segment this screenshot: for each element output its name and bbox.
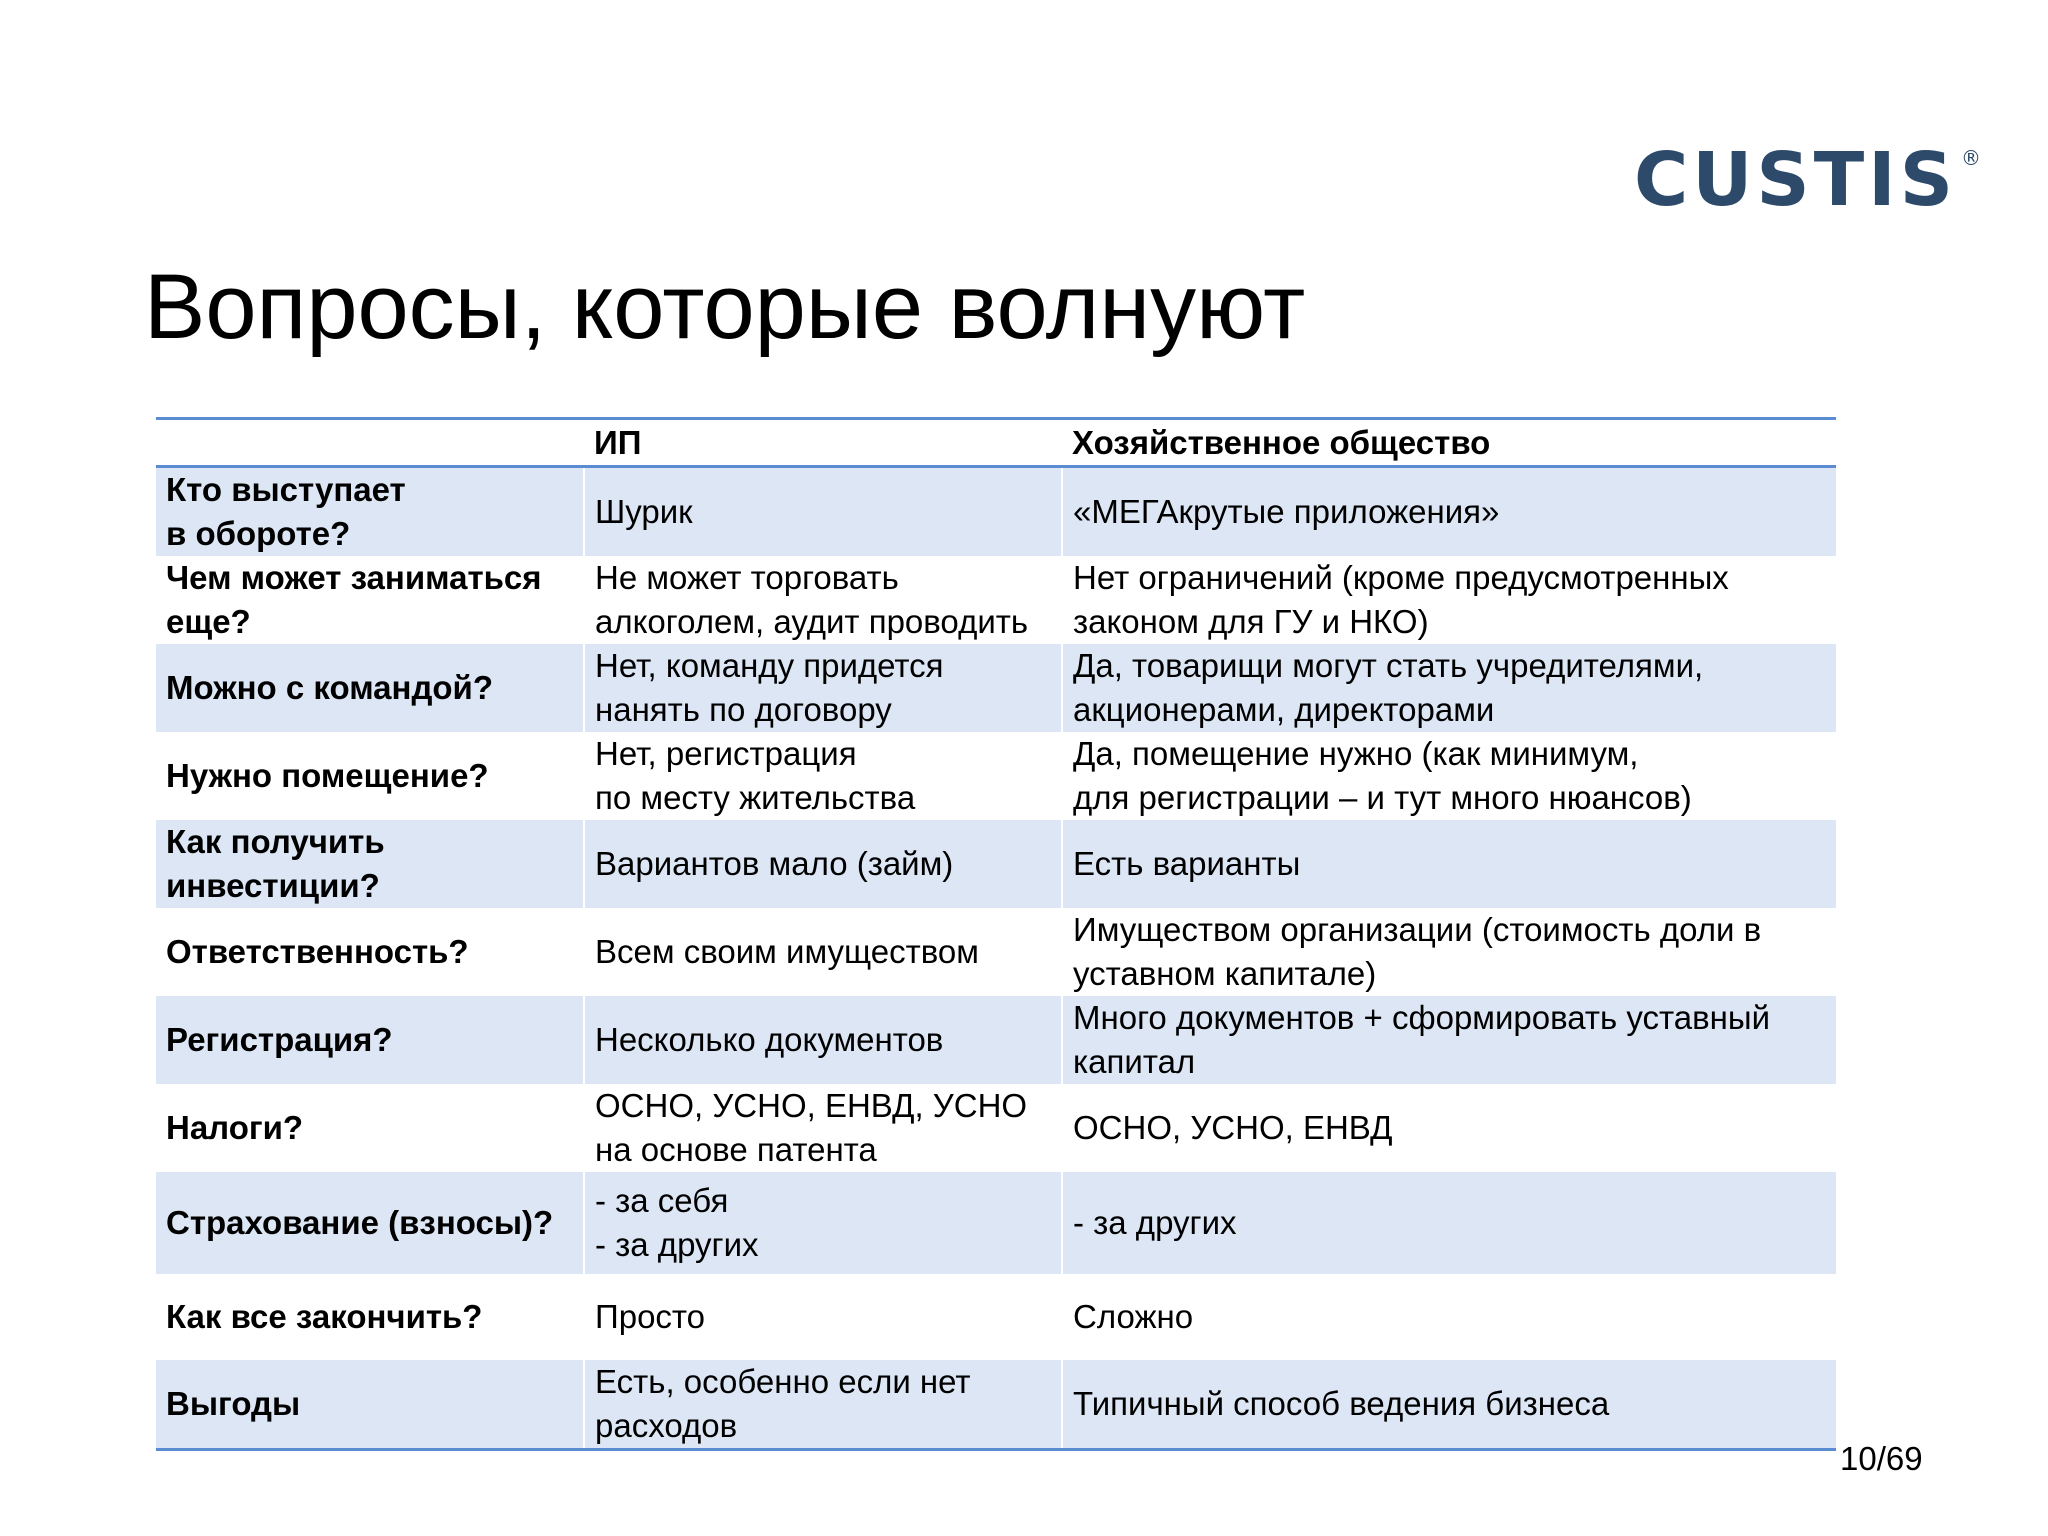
table-row	[156, 1274, 1836, 1360]
row-question-cell: Как получить инвестиции?	[156, 820, 584, 908]
logo-wordmark: CUSTIS	[1634, 137, 1957, 223]
comparison-table	[156, 417, 1836, 1451]
table-row	[156, 1360, 1836, 1450]
row-company-cell: Типичный способ ведения бизнеса	[1062, 1360, 1836, 1450]
header-company: Хозяйственное общество	[1062, 419, 1836, 467]
registered-mark-icon: ®	[1961, 146, 1981, 170]
table-row	[156, 644, 1836, 732]
row-question-cell: Страхование (взносы)?	[156, 1172, 584, 1274]
table-body	[156, 467, 1836, 1450]
row-company-cell: ОСНО, УСНО, ЕНВД	[1062, 1084, 1836, 1172]
row-company-cell: Имуществом организации (стоимость доли в уставном капитале)	[1062, 908, 1836, 996]
row-company-cell: - за других	[1062, 1172, 1836, 1274]
row-question-cell: Регистрация?	[156, 996, 584, 1084]
table-row	[156, 820, 1836, 908]
row-ip-cell: - за себя - за других	[584, 1172, 1062, 1274]
row-company-cell: «МЕГАкрутые приложения»	[1062, 467, 1836, 557]
row-question-cell: Выгоды	[156, 1360, 584, 1450]
table-row	[156, 467, 1836, 557]
row-ip-cell: Шурик	[584, 467, 1062, 557]
table-row	[156, 1084, 1836, 1172]
row-ip-cell: Нет, регистрация по месту жительства	[584, 732, 1062, 820]
row-company-cell: Да, товарищи могут стать учредителями, акционерами, директорами	[1062, 644, 1836, 732]
table-row	[156, 1172, 1836, 1274]
row-question-cell: Чем может заниматься еще?	[156, 556, 584, 644]
table-header-row	[156, 419, 1836, 467]
slide-title: Вопросы, которые волнуют	[144, 256, 1306, 358]
row-ip-cell: ОСНО, УСНО, ЕНВД, УСНО на основе патента	[584, 1084, 1062, 1172]
table-row	[156, 732, 1836, 820]
row-company-cell: Есть варианты	[1062, 820, 1836, 908]
row-company-cell: Много документов + сформировать уставный капитал	[1062, 996, 1836, 1084]
row-ip-cell: Всем своим имуществом	[584, 908, 1062, 996]
row-question-cell: Как все закончить?	[156, 1274, 584, 1360]
table-row	[156, 908, 1836, 996]
table-row	[156, 556, 1836, 644]
header-question	[156, 419, 584, 467]
custis-logo	[1634, 137, 1981, 223]
row-ip-cell: Просто	[584, 1274, 1062, 1360]
table-row	[156, 996, 1836, 1084]
row-company-cell: Сложно	[1062, 1274, 1836, 1360]
row-ip-cell: Есть, особенно если нет расходов	[584, 1360, 1062, 1450]
row-question-cell: Налоги?	[156, 1084, 584, 1172]
header-ip: ИП	[584, 419, 1062, 467]
row-ip-cell: Несколько документов	[584, 996, 1062, 1084]
page-number: 10/69	[1840, 1440, 1923, 1477]
row-question-cell: Можно с командой?	[156, 644, 584, 732]
row-company-cell: Нет ограничений (кроме предусмотренных законом для ГУ и НКО)	[1062, 556, 1836, 644]
row-question-cell: Ответственность?	[156, 908, 584, 996]
row-ip-cell: Вариантов мало (займ)	[584, 820, 1062, 908]
row-ip-cell: Нет, команду придется нанять по договору	[584, 644, 1062, 732]
row-question-cell: Кто выступает в обороте?	[156, 467, 584, 557]
row-company-cell: Да, помещение нужно (как минимум, для регистрации – и тут много нюансов)	[1062, 732, 1836, 820]
row-ip-cell: Не может торговать алкоголем, аудит проводить	[584, 556, 1062, 644]
row-question-cell: Нужно помещение?	[156, 732, 584, 820]
